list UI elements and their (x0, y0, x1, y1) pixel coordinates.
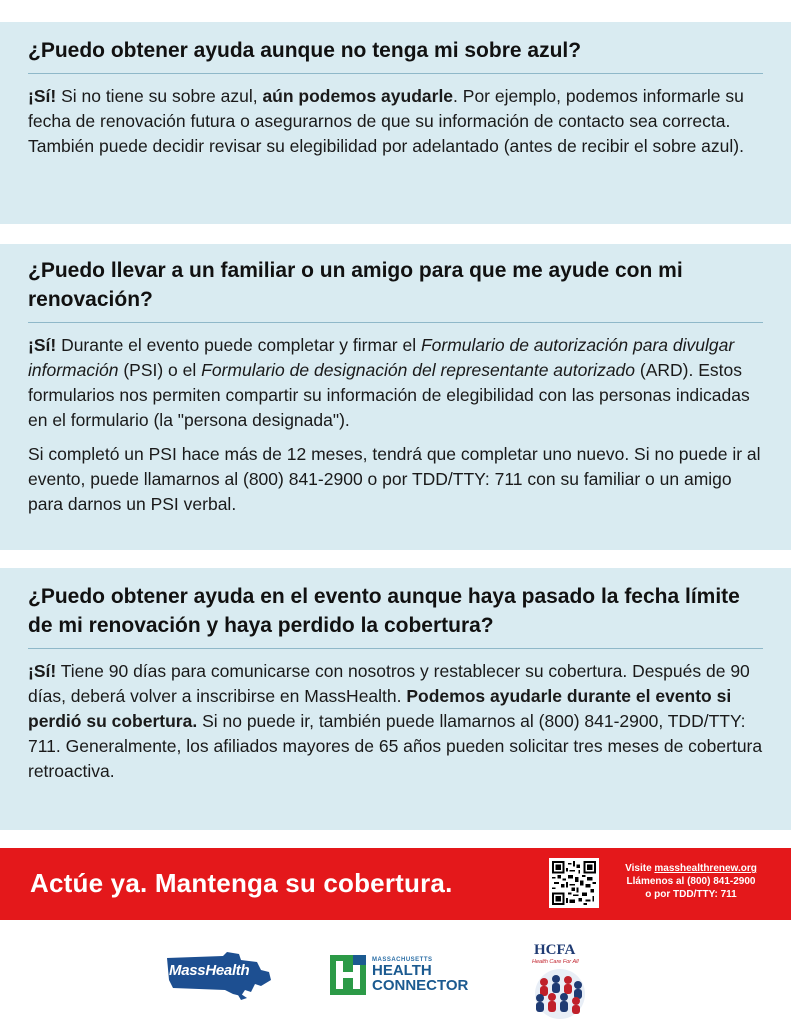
call-line: Llámenos al (800) 841-2900 (626, 876, 756, 887)
answer-paragraph: Si completó un PSI hace más de 12 meses, tendrá que completar uno nuevo. Si no puede ir al evento, puede llamarnos al (800) 841-2900 o por TDD/TTY: 711 con su familiar o un amigo para darnos un PSI verbal. (28, 444, 761, 514)
faq-question: ¿Puedo obtener ayuda aunque no tenga mi sobre azul? (28, 22, 763, 74)
answer-paragraph: ¡Sí! Si no tiene su sobre azul, aún podemos ayudarle. Por ejemplo, podemos informarle su fecha de renovación futura o asegurarnos de que su información de contacto sea correcta. También puede decidir revisar su elegibilidad por adelantado (antes de recibir el sobre azul). (28, 86, 744, 156)
visit-line: Visite masshealthrenew.org (625, 863, 757, 874)
connector-state-label: MASSACHUSETTS (372, 957, 433, 963)
faq-panel-blue-envelope (0, 22, 791, 224)
masshealth-logo (165, 950, 273, 1002)
hcfa-tagline: Health Care For All (532, 959, 579, 965)
banner-slogan: Actúe ya. Mantenga su cobertura. (30, 868, 453, 898)
masshealth-wordmark: MassHealth (169, 962, 250, 979)
call-to-action-banner (0, 848, 791, 920)
contact-info (607, 862, 775, 901)
connector-word-health: HEALTH (372, 962, 432, 979)
answer-paragraph: ¡Sí! Tiene 90 días para comunicarse con nosotros y restablecer su cobertura. Después de 90 días, deberá volver a inscribirse en MassHealth. Podemos ayudarle durante el evento si perdió su cobertura. Si no puede ir, también puede llamarnos al (800) 841-2900, TDD/TTY: 711. Generalmente, los afiliados mayores de 65 años pueden solicitar tres meses de cobertura retroactiva. (28, 661, 763, 781)
connector-word-connector: CONNECTOR (372, 977, 469, 994)
answer-paragraph: ¡Sí! Durante el evento puede completar y firmar el Formulario de autorización para divulgar información (PSI) o el Formulario de designación del representante autorizado (ARD). Estos formularios nos permiten compartir su información de elegibilidad con las personas indicadas en el formulario (la "persona designada"). (28, 335, 750, 430)
faq-question: ¿Puedo obtener ayuda en el evento aunque haya pasado la fecha límite de mi renovación y haya perdido la cobertura? (28, 568, 763, 649)
faq-answer (28, 74, 763, 159)
faq-question: ¿Puedo llevar a un familiar o un amigo para que me ayude con mi renovación? (28, 244, 763, 323)
tty-line: o por TDD/TTY: 711 (645, 889, 737, 900)
partner-logos (0, 930, 791, 1024)
qr-code-icon[interactable] (549, 858, 599, 908)
website-link[interactable]: masshealthrenew.org (654, 863, 757, 874)
faq-panel-lost-coverage (0, 568, 791, 830)
faq-answer (28, 649, 763, 784)
faq-answer (28, 323, 763, 517)
hcfa-wordmark: HCFA (534, 942, 576, 958)
health-connector-logo (330, 955, 470, 997)
hcfa-logo (530, 942, 590, 1020)
faq-panel-family-friend (0, 244, 791, 550)
